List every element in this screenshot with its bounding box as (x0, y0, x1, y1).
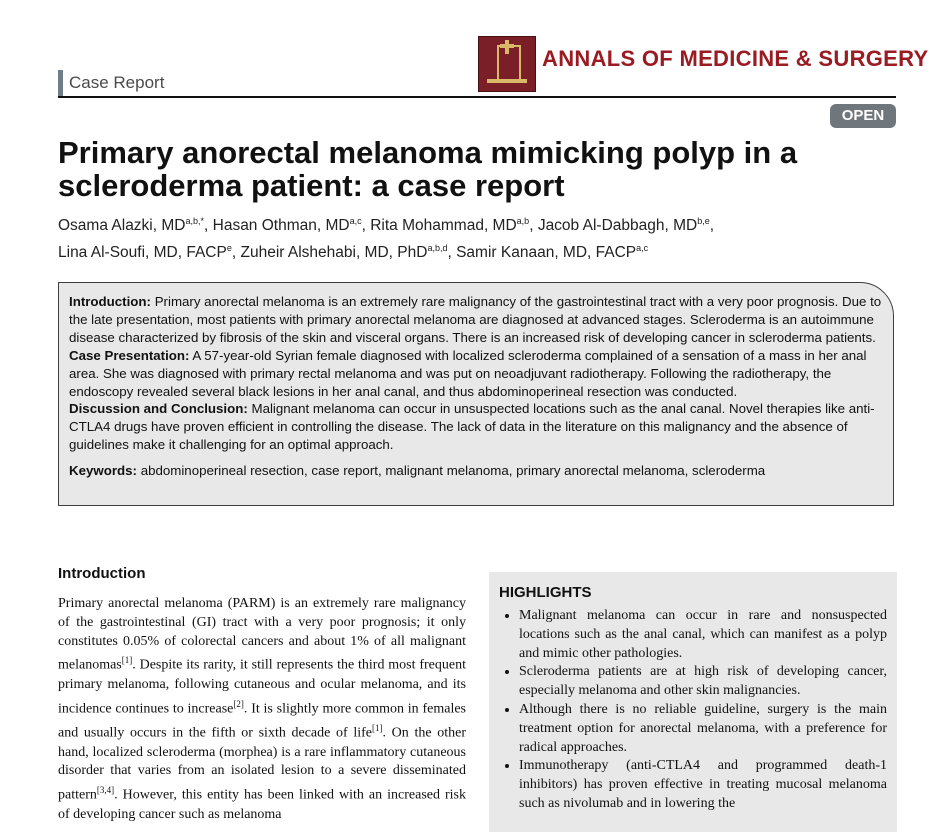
journal-logo (478, 36, 536, 92)
author[interactable]: Hasan Othman, MD$^{a,c}$ (212, 216, 362, 235)
highlights-box (489, 572, 897, 832)
article-title: Primary anorectal melanoma mimicking polyp in a scleroderma patient: a case report (58, 135, 798, 203)
highlight-item: • Malignant melanoma can occur in rare and nonsuspected locations such as the anal canal, which can manifest as a polyp and mimic other pathologies. (519, 607, 887, 663)
introduction-paragraph: Primary anorectal melanoma (PARM) is an extremely rare malignancy of the gastrointestinal (GI) tract with a very poor prognosis; it only constitutes 0.05% of colorectal cancers and about 1% of all malignant melanomas[1]. Despite its rarity, it still represents the third most frequent primary melanoma, following cutaneous and ocular melanoma, and its incidence continues to increase[2]. It is slightly more common in females and usually occurs in the fifth or sixth decade of life[1]. On the other hand, localized scleroderma (morphea) is a rare inflammatory cutaneous disorder that varies from an isolated lesion to a severe disseminated pattern[3,4]. However, this entity has been linked with an increased risk of developing cancer such as melanoma (58, 596, 466, 822)
abstract-box (58, 282, 894, 506)
highlight-item: • Scleroderma patients are at high risk of developing cancer, especially melanoma and other skin malignancies. (519, 663, 887, 701)
author[interactable]: Samir Kanaan, MD, FACP$^{a,c}$ (456, 243, 649, 262)
section-heading-introduction: Introduction (58, 565, 146, 582)
author-list: Osama Alazki, $MD^{a,b,*}$, Hasan Othman, MD$^{a,c}$, Rita Mohammad, MD$^{a,b}$, Jacob Al-Dabbagh, MD$^{b,e}$, Lina Al-Soufi, MD, FACP$^e$, Zuheir Alshehabi, MD, PhD$^{a,b,d}$, Samir Kanaan, MD, FACP$^{a,c}$ (58, 216, 715, 262)
highlight-item: • Immunotherapy (anti-CTLA4 and programmed death-1 inhibitors) has proven effective in treating mucosal melanoma such as nivolumab and in lowering the (519, 757, 887, 813)
author[interactable]: Zuheir Alshehabi, MD, PhD$^{a,b,d}$ (240, 243, 448, 262)
journal-name: ANNALS OF MEDICINE & SURGERY (542, 46, 929, 71)
author[interactable]: Rita Mohammad, MD$^{a,b}$ (370, 216, 530, 235)
abstract-discussion: Discussion and Conclusion: Malignant melanoma can occur in unsuspected locations such as the anal canal. Novel therapies like anti-CTLA4 drugs have proven efficient in controlling the disease. The lack of data in the literature on this malignancy and the absence of guidelines make it challenging for an optimal approach. (69, 401, 875, 453)
citation-link[interactable]: [1] (121, 655, 133, 666)
highlights-title: HIGHLIGHTS (499, 584, 592, 601)
article-type-label: Case Report (58, 70, 164, 96)
citation-link[interactable]: [2] (233, 698, 244, 709)
citation-link[interactable]: [1] (372, 723, 383, 734)
author[interactable]: Lina Al-Soufi, MD, FACP$^e$ (58, 243, 232, 262)
author[interactable]: Jacob Al-Dabbagh, MD$^{b,e}$ (537, 216, 710, 235)
open-access-badge[interactable]: OPEN (830, 104, 896, 128)
abstract-introduction: Introduction: Primary anorectal melanoma is an extremely rare malignancy of the gastrointestinal tract with a very poor prognosis. Due to the late presentation, most patients with primary anorectal melanoma are diagnosed at advanced stages. Scleroderma is an autoimmune disease characterized by fibrosis of the skin and visceral organs. There is an increased risk of developing cancer in scleroderma patients. (69, 294, 882, 345)
abstract-case-presentation: Case Presentation: A 57-year-old Syrian female diagnosed with localized scleroderma complained of a sensation of a mass in her anal area. She was diagnosed with primary rectal melanoma and was put on neoadjuvant radiotherapy. Following the radiotherapy, the endoscopy revealed several black lesions in her anal canal, and thus abdominoperineal resection was conducted. (69, 347, 867, 399)
abstract-keywords: Keywords: abdominoperineal resection, case report, malignant melanoma, primary anorectal melanoma, scleroderma (69, 463, 766, 479)
author[interactable]: Osama Alazki, $MD^{a,b,*}$ (58, 216, 204, 235)
header-rule (58, 96, 896, 98)
highlight-item: • Although there is no reliable guideline, surgery is the main treatment option for anorectal melanoma, with a preference for radical approaches. (519, 701, 887, 757)
citation-link[interactable]: [3,4] (96, 785, 115, 796)
